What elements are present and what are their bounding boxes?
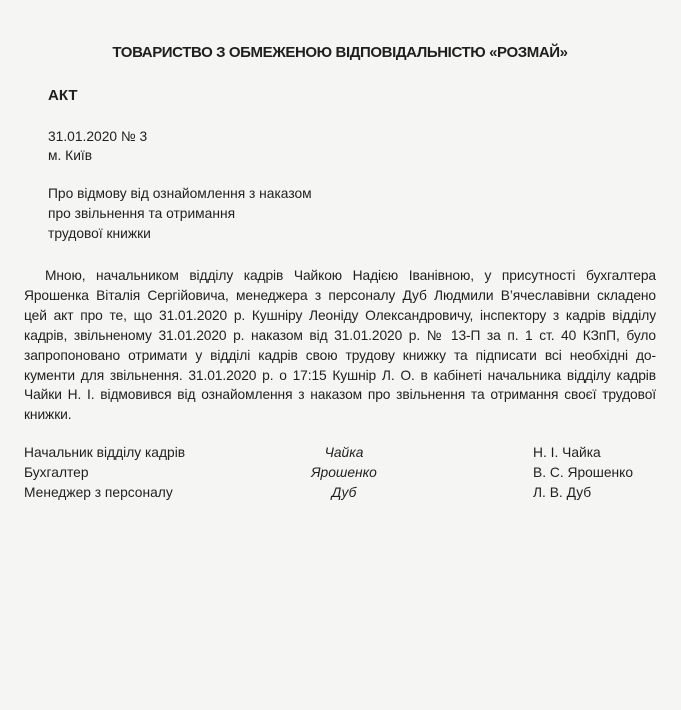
signature-autograph: Ярошенко — [311, 465, 377, 481]
date-block — [48, 127, 656, 165]
document-content — [0, 45, 681, 503]
signature-row — [24, 443, 656, 463]
subject-line: трудової книжки — [48, 226, 151, 241]
doc-city: м. Київ — [48, 148, 93, 163]
body-line: запропоновано отримати у відділі кадрів свою трудову книжку та підписати всі необхідні до- — [24, 347, 656, 363]
body-line: книжки. — [24, 407, 72, 423]
body-line: кументи для звільнення. 31.01.2020 р. о 17:15 Кушнір Л. О. в кабінеті начальника відділу кадрів — [24, 367, 656, 383]
subject-line: про звільнення та отримання — [48, 206, 236, 221]
company-title: ТОВАРИСТВО З ОБМЕЖЕНОЮ ВІДПОВІДАЛЬНІСТЮ «РОЗМАЙ» — [112, 44, 568, 61]
body-line: цей акт про те, що 31.01.2020 р. Кушніру Леоніду Олександровичу, інспектору з кадрів відділу — [24, 307, 656, 323]
signature-autograph: Чайка — [324, 445, 364, 461]
body-paragraph — [24, 266, 656, 425]
signature-position: Бухгалтер — [24, 465, 89, 481]
signature-name: Л. В. Дуб — [533, 485, 592, 501]
doc-type-heading: АКТ — [48, 87, 78, 104]
signature-autograph: Дуб — [331, 485, 357, 501]
body-line: кадрів, звільненому 31.01.2020 р. наказом від 31.01.2020 р. № 13-П за п. 1 ст. 40 КЗпП, було — [24, 327, 656, 343]
body-line: Мною, начальником відділу кадрів Чайкою Надією Іванівною, у присутності бухгалтера — [45, 268, 656, 283]
subject-block — [48, 184, 656, 244]
body-line: Чайки Н. І. відмовився від ознайомлення з наказом про звільнення та отримання своєї трудової — [24, 387, 656, 403]
signature-position: Менеджер з персоналу — [24, 485, 173, 501]
subject-line: Про відмову від ознайомлення з наказом — [48, 186, 312, 201]
signature-block — [24, 443, 656, 503]
doc-date-number: 31.01.2020 № 3 — [48, 129, 148, 144]
signature-name: Н. І. Чайка — [533, 445, 601, 461]
signature-name: В. С. Ярошенко — [533, 465, 634, 481]
signature-row — [24, 463, 656, 483]
signature-position: Начальник відділу кадрів — [24, 445, 186, 461]
body-line: Ярошенка Віталія Сергійовича, менеджера з персоналу Дуб Людмили В’ячеславівни складено — [24, 287, 656, 303]
signature-row — [24, 483, 656, 503]
